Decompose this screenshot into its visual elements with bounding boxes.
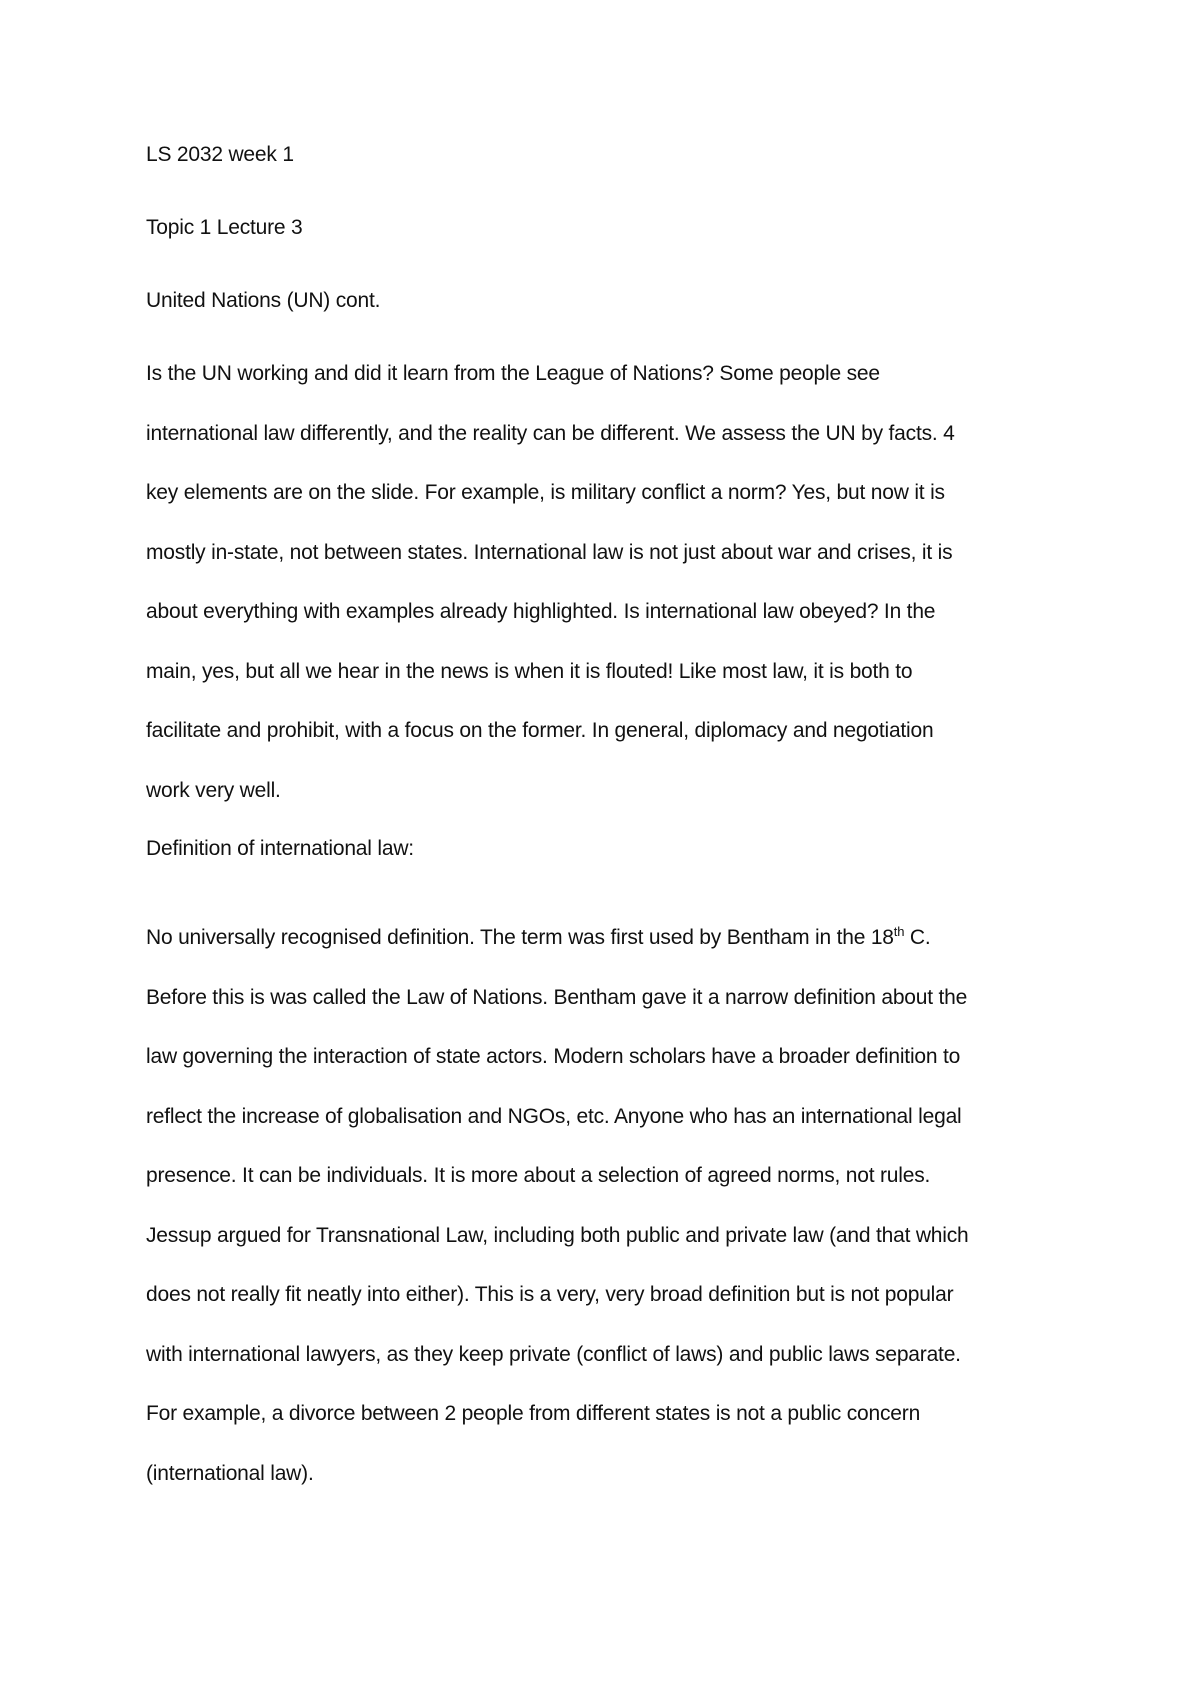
paragraph-line: Jessup argued for Transnational Law, including both public and private law (and that which bbox=[146, 1223, 969, 1247]
paragraph-line-text: C. bbox=[904, 926, 931, 949]
paragraph-un-assessment bbox=[146, 344, 1066, 820]
paragraph-line: key elements are on the slide. For example, is military conflict a norm? Yes, but now it is bbox=[146, 481, 945, 504]
topic-line: Topic 1 Lecture 3 bbox=[146, 216, 303, 239]
paragraph-line: presence. It can be individuals. It is more about a selection of agreed norms, not rules. bbox=[146, 1164, 931, 1187]
section-title: United Nations (UN) cont. bbox=[146, 289, 381, 312]
paragraph-line: For example, a divorce between 2 people from different states is not a public concern bbox=[146, 1402, 921, 1425]
paragraph-line: mostly in-state, not between states. International law is not just about war and crises, it is bbox=[146, 540, 953, 564]
course-line: LS 2032 week 1 bbox=[146, 143, 294, 166]
paragraph-line: (international law). bbox=[146, 1461, 314, 1485]
paragraph-line: Before this is was called the Law of Nations. Bentham gave it a narrow definition about the bbox=[146, 985, 968, 1009]
document-body bbox=[146, 140, 1066, 1503]
paragraph-line: work very well. bbox=[146, 778, 281, 802]
paragraph-line: with international lawyers, as they keep private (conflict of laws) and public laws separate. bbox=[146, 1342, 961, 1366]
definition-heading: Definition of international law: bbox=[146, 837, 414, 860]
paragraph-line: Is the UN working and did it learn from the League of Nations? Some people see bbox=[146, 362, 880, 385]
ordinal-superscript: th bbox=[893, 924, 905, 939]
paragraph-line-text: No universally recognised definition. The term was first used by Bentham in the 18 bbox=[146, 926, 894, 949]
paragraph-line: reflect the increase of globalisation and NGOs, etc. Anyone who has an international legal bbox=[146, 1104, 962, 1128]
paragraph-line: international law differently, and the reality can be different. We assess the UN by facts. 4 bbox=[146, 421, 955, 445]
paragraph-line: about everything with examples already highlighted. Is international law obeyed? In the bbox=[146, 600, 936, 623]
paragraph-line-first bbox=[146, 908, 1066, 968]
paragraph-definition bbox=[146, 908, 1066, 1503]
paragraph-line: does not really fit neatly into either). This is a very, very broad definition but is not popular bbox=[146, 1283, 954, 1306]
paragraph-line: facilitate and prohibit, with a focus on the former. In general, diplomacy and negotiation bbox=[146, 719, 934, 742]
paragraph-line: main, yes, but all we hear in the news is when it is flouted! Like most law, it is both to bbox=[146, 659, 913, 683]
paragraph-line: law governing the interaction of state actors. Modern scholars have a broader definition to bbox=[146, 1045, 961, 1068]
